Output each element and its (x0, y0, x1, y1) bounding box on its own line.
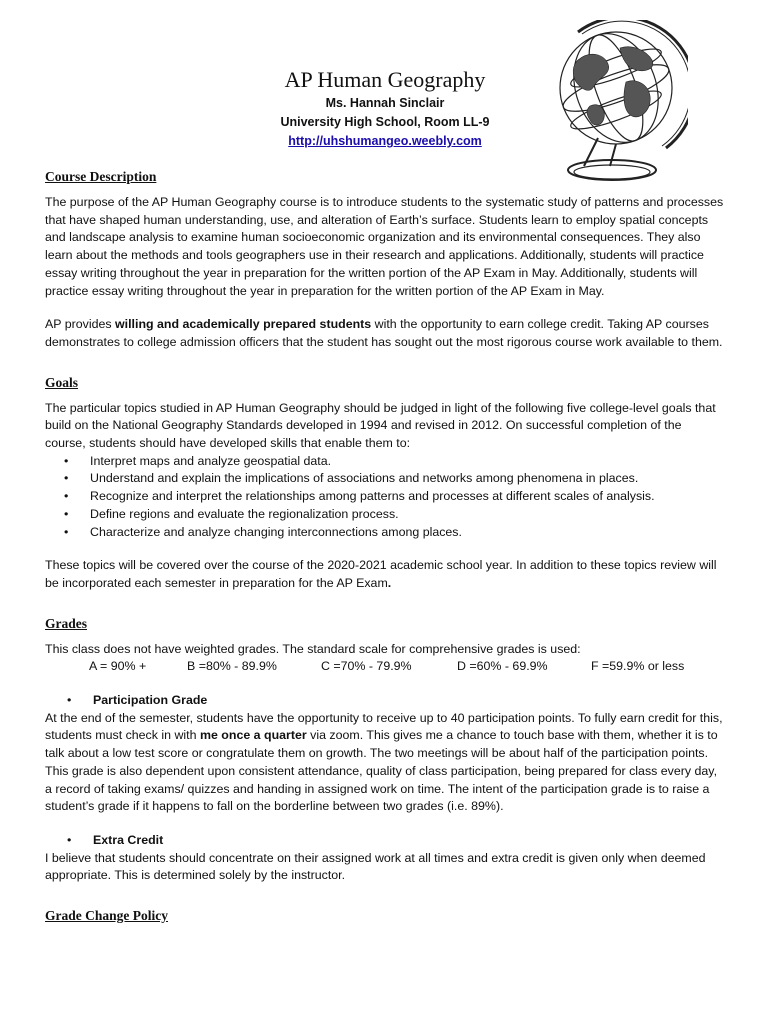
school-room: University High School, Room LL-9 (280, 115, 490, 129)
page-title: AP Human Geography (284, 67, 486, 92)
participation-heading: • Participation Grade (45, 692, 725, 710)
extra-credit-paragraph: I believe that students should concentrate on their assigned work at all times and extra credit is given only when deemed appropriate. This is determined solely by the instructor. (45, 850, 706, 883)
goals-closing-text: These topics will be covered over the course of the 2020-2021 academic school year. In addition to these topics review will be incorporated each semester in preparation for the AP Exam (45, 558, 717, 590)
grade-d: D =60% - 69.9% (457, 659, 548, 674)
goals-intro: The particular topics studied in AP Human Geography should be judged in light of the following five college-level goals that build on the National Geography Standards developed in 1994 and revised in 2012. On successful completion of the course, students should have developed skills that enable them to: (45, 400, 716, 451)
extra-credit-heading: • Extra Credit (45, 832, 725, 850)
goals-closing (45, 557, 725, 592)
ap-credit-paragraph (45, 316, 725, 351)
grade-change-heading: Grade Change Policy (45, 908, 168, 924)
course-description-paragraph: The purpose of the AP Human Geography course is to introduce students to the systematic study of patterns and processes that have shaped human understanding, use, and alteration of Earth’s surface. Students learn to employ spatial concepts and landscape analysis to examine human socioeconomic organization and its environmental consequences. They also learn about the methods and tools geographers use in their research and applications. Additionally, students will practice essay writing throughout the year in preparation for the written portion of the AP Exam in May. Additionally, students will practice essay writing throughout the year in preparation for the written portion of the AP Exam in May. (45, 195, 724, 298)
goals-heading: Goals (45, 374, 79, 390)
list-item: • Characterize and analyze changing interconnections among places. (90, 524, 725, 542)
grade-a: A = 90% + (89, 659, 147, 674)
website-link[interactable]: http://uhshumangeo.weebly.com (288, 134, 482, 148)
teacher-name: Ms. Hannah Sinclair (325, 96, 445, 110)
grade-c: C =70% - 79.9% (321, 659, 412, 674)
goals-list (45, 453, 725, 542)
globe-icon (538, 20, 688, 188)
list-item: • Understand and explain the implications of associations and networks among phenomena in places. (90, 470, 725, 488)
participation-text-end: via zoom. This gives me a chance to touch base with them, whether it is to talk about a low test score or congratulate them on growth. The two meetings will be about half of the participation points. This grade is also dependent upon consistent attendance, quality of class participation, being prepared for class every day, a record of taking exams/ quizzes and handing in assigned work on time. The intent of the participation grade is to raise a student’s grade if it happens to fall on the borderline between two grades (i.e. 89%). (45, 728, 718, 814)
grades-heading: Grades (45, 615, 87, 631)
participation-text-start: At the end of the semester, students have the opportunity to receive up to 40 participation points. To fully earn credit for this, students must check in with (45, 710, 723, 743)
participation-paragraph (45, 710, 725, 816)
course-description-heading: Course Description (45, 169, 157, 184)
goals-closing-period: . (387, 575, 392, 590)
ap-credit-text-end: with the opportunity to earn college credit. Taking AP courses demonstrates to college admission officers that the student has sought out the most rigorous course work available to them. (45, 317, 723, 349)
document-header (230, 66, 540, 151)
list-item: • Define regions and evaluate the regionalization process. (90, 506, 725, 524)
ap-credit-emphasis: willing and academically prepared students (115, 317, 372, 332)
grade-scale (45, 658, 725, 676)
grade-f: F =59.9% or less (591, 659, 685, 674)
grade-b: B =80% - 89.9% (187, 659, 277, 674)
list-item: • Interpret maps and analyze geospatial data. (90, 453, 725, 471)
grades-intro: This class does not have weighted grades. The standard scale for comprehensive grades is used: (45, 641, 581, 656)
participation-emphasis: me once a quarter (199, 728, 307, 743)
document-body (45, 168, 725, 925)
list-item: • Recognize and interpret the relationships among patterns and processes at different scales of analysis. (90, 488, 725, 506)
ap-credit-text-start: AP provides (45, 317, 116, 332)
